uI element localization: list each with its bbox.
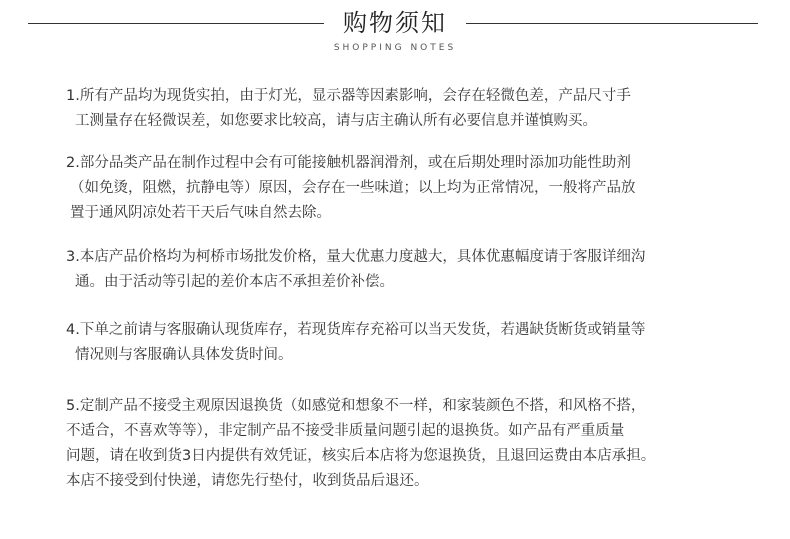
note-line: 情况则与客服确认具体发货时间。 (75, 347, 293, 363)
note-line: 本店不接受到付快递，请您先行垫付，收到货品后退还。 (66, 473, 429, 489)
header-rule-right (466, 23, 758, 24)
note-item-2 (66, 151, 756, 226)
note-item-5 (66, 394, 756, 494)
note-item-3 (66, 245, 756, 295)
note-line: 1.所有产品均为现货实拍，由于灯光，显示器等因素影响，会存在轻微色差，产品尺寸手 (66, 88, 631, 104)
note-line: 3.本店产品价格均为柯桥市场批发价格，量大优惠力度越大，具体优惠幅度请于客服详细沟 (66, 249, 646, 265)
note-line: 问题，请在收到货3日内提供有效凭证，核实后本店将为您退换货，且退回运费由本店承担。 (66, 448, 656, 464)
page-header (0, 0, 790, 60)
notes-list (66, 84, 756, 494)
page-subtitle: SHOPPING NOTES (333, 43, 457, 53)
note-item-1 (66, 84, 756, 134)
header-rule-left (28, 23, 324, 24)
note-line: 置于通风阴凉处若干天后气味自然去除。 (70, 205, 331, 221)
note-line: 4.下单之前请与客服确认现货库存，若现货库存充裕可以当天发货，若遇缺货断货或销量等 (66, 322, 646, 338)
note-line: 5.定制产品不接受主观原因退换货（如感觉和想象不一样，和家装颜色不搭，和风格不搭， (66, 398, 646, 414)
note-line: 不适合，不喜欢等等），非定制产品不接受非质量问题引起的退换货。如产品有严重质量 (66, 423, 625, 439)
note-line: 通。由于活动等引起的差价本店不承担差价补偿。 (75, 274, 394, 290)
note-line: （如免烫，阻燃，抗静电等）原因，会存在一些味道；以上均为正常情况，一般将产品放 (70, 180, 636, 196)
note-line: 2.部分品类产品在制作过程中会有可能接触机器润滑剂，或在后期处理时添加功能性助剂 (66, 155, 631, 171)
note-item-4 (66, 318, 756, 368)
page-title: 购物须知 (343, 9, 447, 37)
note-line: 工测量存在轻微误差，如您要求比较高，请与店主确认所有必要信息并谨慎购买。 (75, 113, 597, 129)
